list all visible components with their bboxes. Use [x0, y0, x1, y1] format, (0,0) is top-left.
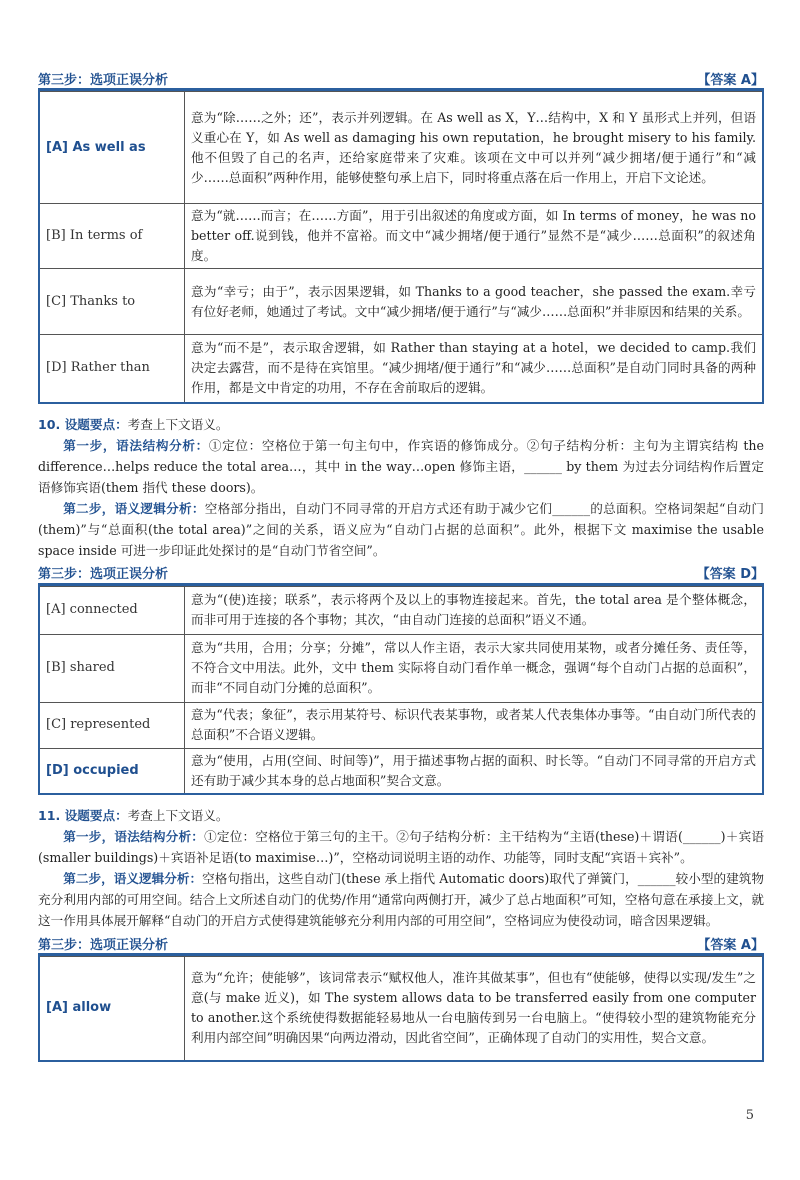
step-label: 第一步，语法结构分析：	[63, 437, 209, 453]
option-label: [D] Rather than	[39, 335, 185, 403]
step-label: 第二步，语义逻辑分析：	[63, 871, 203, 886]
step-label: 第三步：选项正误分析	[38, 937, 169, 953]
question-10-title	[38, 414, 764, 433]
options-table-q9	[38, 91, 764, 404]
option-label: [A] connected	[39, 586, 185, 634]
option-explanation: 意为“而不是”，表示取舍逻辑，如 Rather than staying at a hotel，we decided to camp.我们决定去露营，而不是待在宾馆里。“减少拥堵/便于通行”和“减少……总面积”是自动门同时具备的两种作用，都是文中肯定的功用，不存在舍前取后的逻辑。	[185, 335, 764, 403]
table-row	[39, 335, 763, 403]
step-text: ①定位：空格位于第三句的主干。②句子结构分析：主干结构为“主语(these)＋谓语(______)＋宾语(smaller buildings)＋宾语补足语(to maximise…)”，空格动词说明主语的动作、功能等，同时支配“宾语＋宾补”。	[38, 829, 764, 865]
step-three-header-q10	[38, 563, 764, 586]
option-label: [C] represented	[39, 702, 185, 748]
question-title-label: 设题要点：	[64, 808, 128, 823]
option-explanation: 意为“共用，合用；分享；分摊”，常以人作主语，表示大家共同使用某物，或者分摊任务、责任等，不符合文中用法。此外，文中 them 实际将自动门看作单一概念，强调“每个自动门占据的总面积”，而非“不同自动门分摊的总面积”。	[185, 634, 764, 702]
option-explanation: 意为“代表；象征”，表示用某符号、标识代表某事物，或者某人代表集体办事等。“由自动门所代表的总面积”不合语义逻辑。	[185, 702, 764, 748]
question-number: 10.	[38, 416, 61, 432]
table-row	[39, 586, 763, 634]
question-11-title	[38, 805, 764, 824]
option-explanation: 意为“(使)连接；联系”，表示将两个及以上的事物连接起来。首先，the total area 是个整体概念，而非可用于连接的各个事物；其次，“由自动门连接的总面积”语义不通。	[185, 586, 764, 634]
option-label-correct: [A] As well as	[39, 92, 185, 204]
option-explanation: 意为“就……而言；在……方面”，用于引出叙述的角度或方面，如 In terms of money，he was no better off.说到钱，他并不富裕。而文中“减少拥堵/便于通行”显然不是“减少……总面积”的叙述角度。	[185, 204, 764, 269]
step-label: 第三步：选项正误分析	[38, 567, 169, 582]
question-title-label: 设题要点：	[64, 416, 128, 432]
page-number: 5	[745, 1108, 754, 1123]
document-page	[38, 0, 764, 1062]
option-label: [C] Thanks to	[39, 269, 185, 335]
question-title-text: 考查上下文语义。	[127, 416, 229, 432]
answer-badge: 【答案 A】	[697, 72, 764, 88]
table-row	[39, 269, 763, 335]
step-three-header-q9	[38, 68, 764, 91]
table-row	[39, 702, 763, 748]
option-label: [B] In terms of	[39, 204, 185, 269]
option-explanation: 意为“使用，占用(空间、时间等)”，用于描述事物占据的面积、时长等。“自动门不同寻常的开启方式还有助于减少其本身的总占地面积”契合文意。	[185, 748, 764, 794]
q11-step2	[38, 868, 764, 931]
q10-step2	[38, 498, 764, 561]
step-text: ①定位：空格位于第一句主句中，作宾语的修饰成分。②句子结构分析：主句为主谓宾结构 the difference…helps reduce the total area…，其中 in the way…open 修饰主语，______ by them 为过去分词结构作后置定语修饰宾语(them 指代 these doors)。	[38, 437, 764, 495]
table-row	[39, 92, 763, 204]
question-title-text: 考查上下文语义。	[127, 808, 229, 823]
step-label: 第一步，语法结构分析：	[63, 829, 205, 844]
option-explanation: 意为“允许；使能够”，该词常表示“赋权他人，准许其做某事”，但也有“使能够，使得以实现/发生”之意(与 make 近义)，如 The system allows data to be transferred easily from one computer to another.这个系统使得数据能轻易地从一台电脑传到另一台电脑上。“使得较小型的建筑物能充分利用内部空间”明确因果“向两边滑动，因此省空间”，正确体现了自动门的实用性，契合文意。	[185, 957, 764, 1061]
q10-step1	[38, 435, 764, 498]
answer-badge: 【答案 A】	[697, 937, 764, 953]
table-row	[39, 957, 763, 1061]
table-row	[39, 634, 763, 702]
step-text: 空格句指出，这些自动门(these 承上指代 Automatic doors)取代了弹簧门，______较小型的建筑物充分利用内部的可用空间。结合上文所述自动门的优势/作用“通常向两侧打开，减少了总占地面积”可知，空格句意在承接上文，就这一作用具体展开解释“自动门的开启方式使得建筑能够充分利用内部的可用空间”，空格词应为使役动词，暗含因果逻辑。	[38, 871, 764, 928]
question-number: 11.	[38, 808, 61, 823]
option-label: [B] shared	[39, 634, 185, 702]
table-row	[39, 748, 763, 794]
options-table-q11	[38, 956, 764, 1062]
step-label: 第二步，语义逻辑分析：	[63, 500, 205, 516]
q11-step1	[38, 826, 764, 868]
step-label: 第三步：选项正误分析	[38, 72, 169, 88]
option-explanation: 意为“幸亏；由于”，表示因果逻辑，如 Thanks to a good teacher，she passed the exam.幸亏有位好老师，她通过了考试。文中“减少拥堵/便于通行”与“减少……总面积”并非原因和结果的关系。	[185, 269, 764, 335]
options-table-q10	[38, 586, 764, 796]
option-label-correct: [A] allow	[39, 957, 185, 1061]
option-label-correct: [D] occupied	[39, 748, 185, 794]
table-row	[39, 204, 763, 269]
step-text: 空格部分指出，自动门不同寻常的开启方式还有助于减少它们______的总面积。空格词架起“自动门(them)”与“总面积(the total area)”之间的关系，语义应为“自动门占据的总面积”。此外，根据下文 maximise the usable space inside 可进一步印证此处探讨的是“自动门节省空间”。	[38, 500, 764, 558]
step-three-header-q11	[38, 933, 764, 956]
option-explanation: 意为“除……之外；还”，表示并列逻辑。在 As well as X，Y…结构中，X 和 Y 虽形式上并列，但语义重心在 Y，如 As well as damaging his own reputation，he brought misery to his family.他不但毁了自己的名声，还给家庭带来了灾难。该项在文中可以并列“减少拥堵/便于通行”和“减少……总面积”两种作用，能够使整句承上启下，同时将重点落在后一作用上，开启下文论述。	[185, 92, 764, 204]
answer-badge: 【答案 D】	[696, 567, 764, 582]
